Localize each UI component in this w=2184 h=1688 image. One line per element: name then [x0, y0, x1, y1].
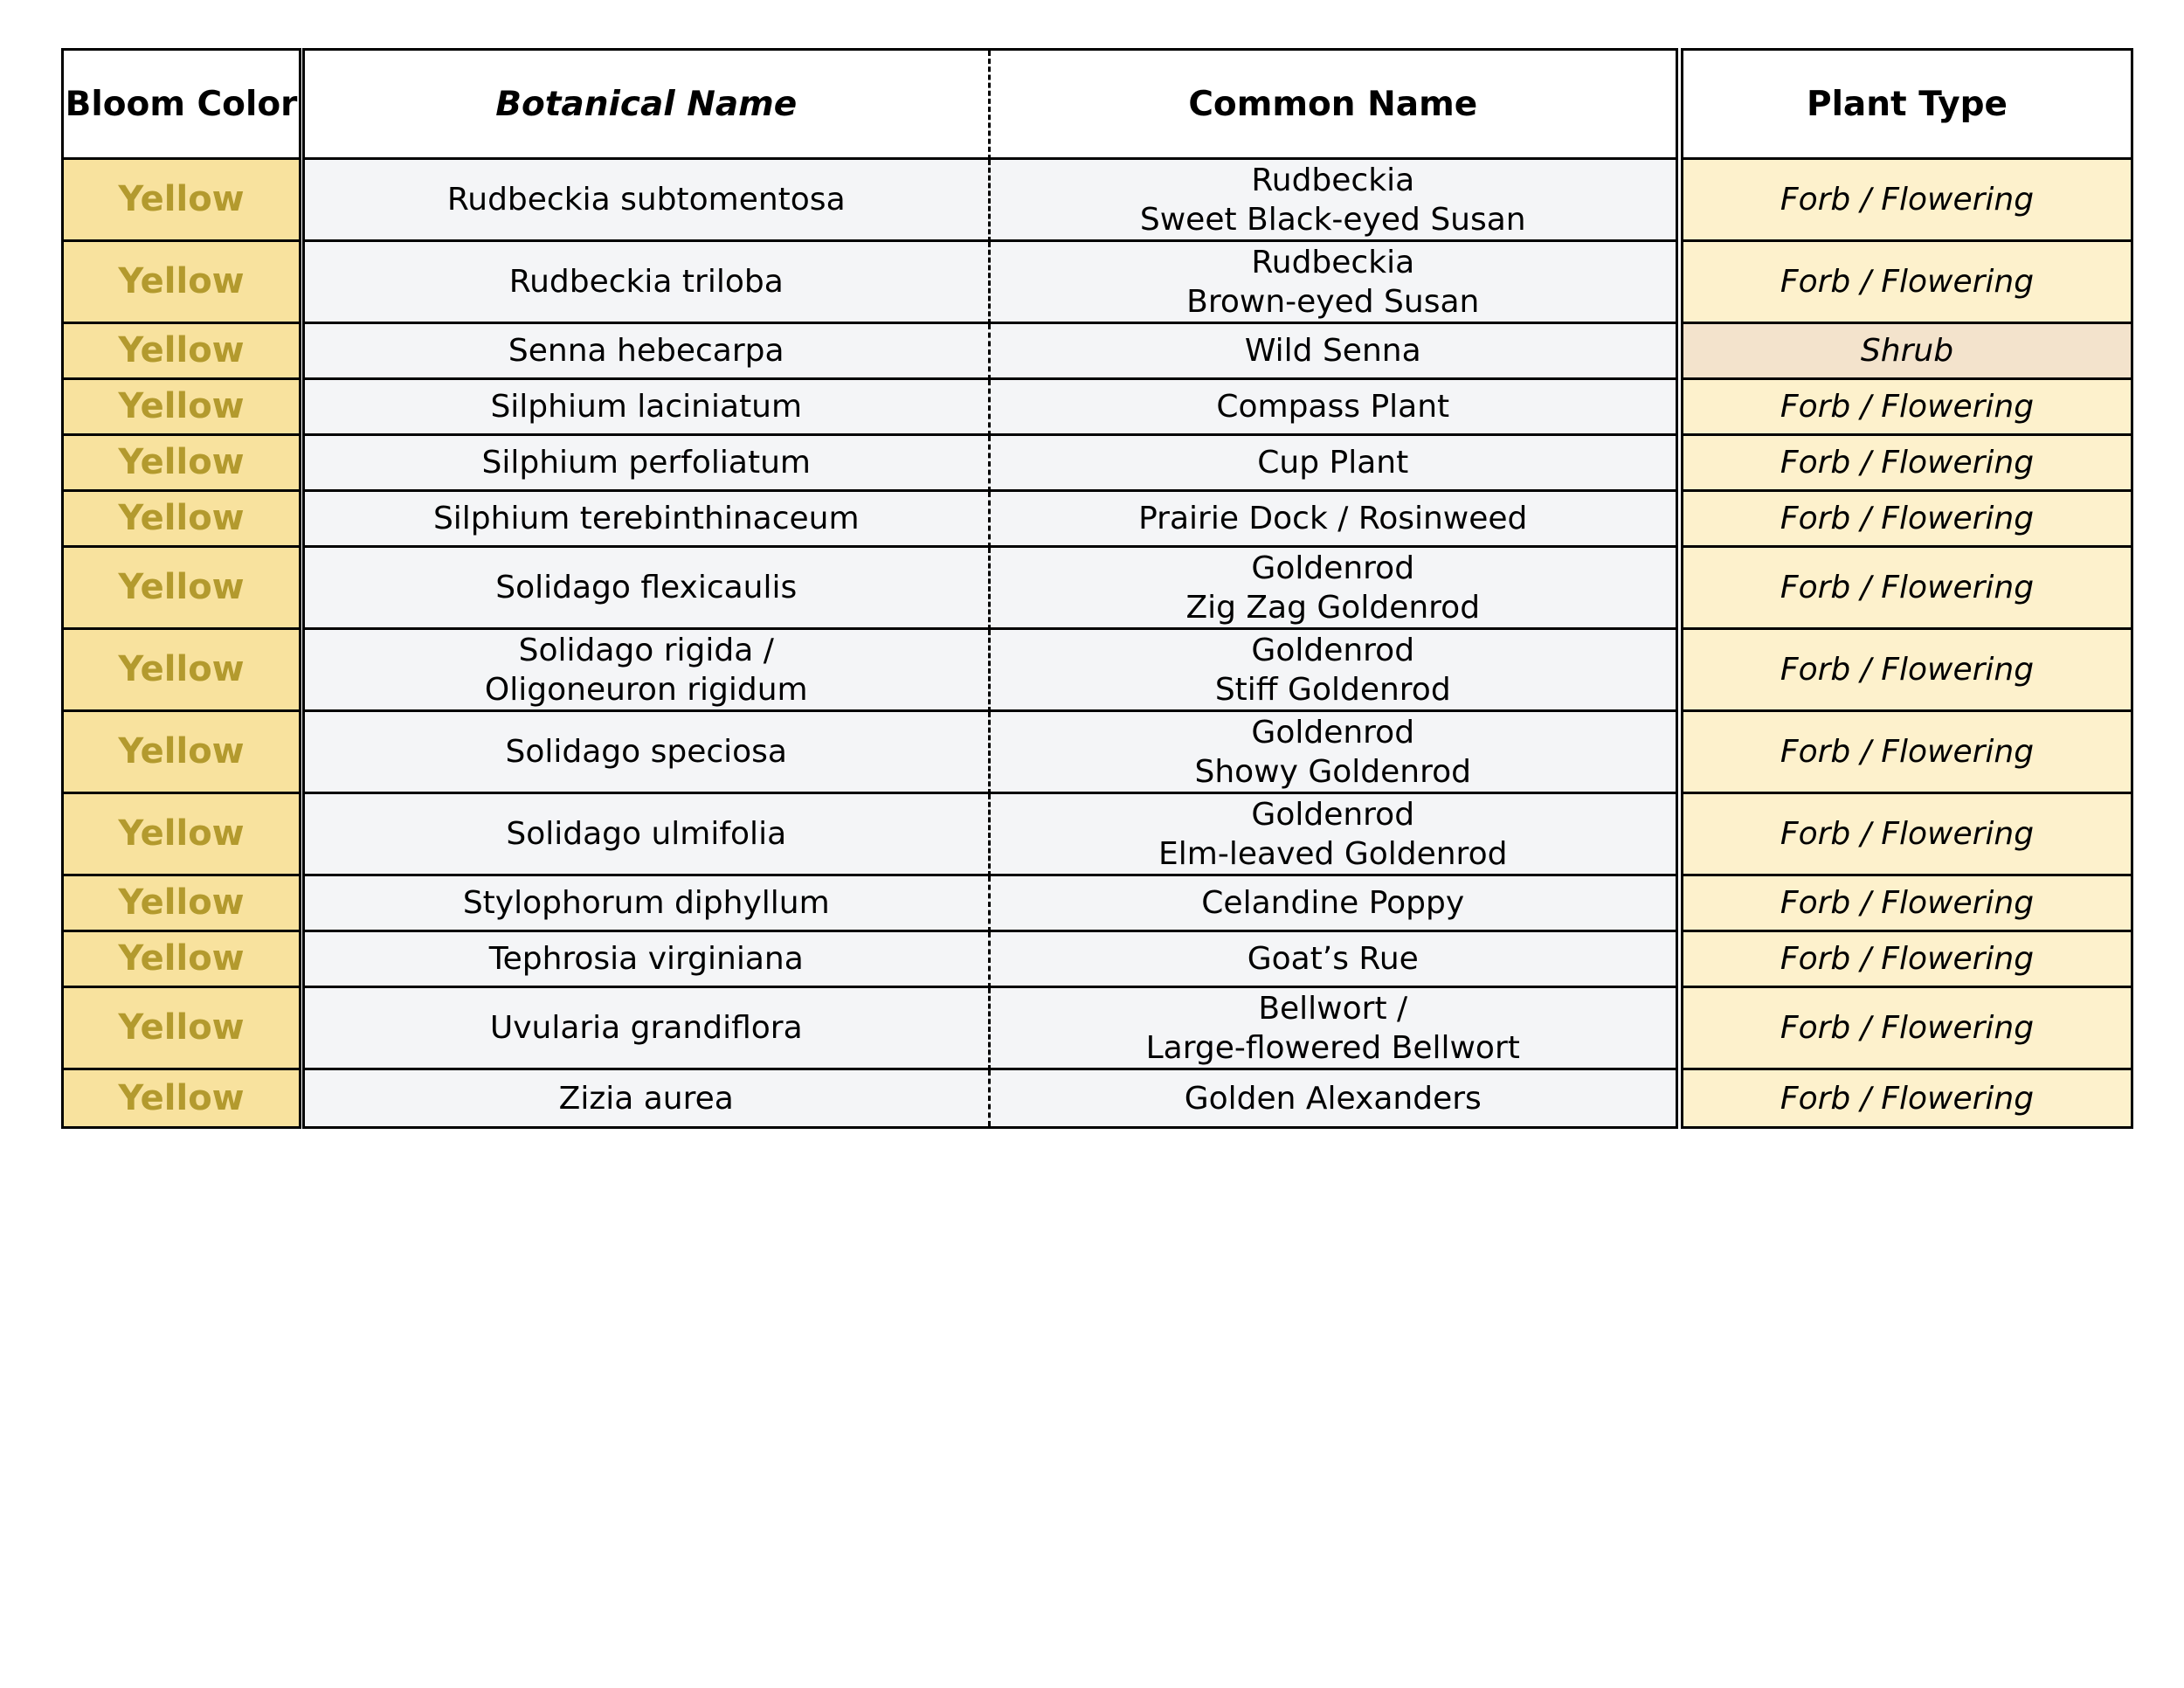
common-name-cell: Rudbeckia Brown-eyed Susan: [991, 242, 1676, 324]
plant-type-cell: Shrub: [1683, 324, 2131, 380]
botanical-name-cell: Silphium laciniatum: [305, 380, 991, 436]
botanical-name-header: Botanical Name: [305, 51, 991, 160]
plant-type-cell: Forb / Flowering: [1683, 380, 2131, 436]
common-name-cell: Compass Plant: [991, 380, 1676, 436]
names-columns: [302, 48, 1678, 1129]
botanical-name-cell: Senna hebecarpa: [305, 324, 991, 380]
plant-type-cell: Forb / Flowering: [1683, 712, 2131, 794]
common-name-cell: Cup Plant: [991, 436, 1676, 492]
names-header-row: [305, 51, 1676, 160]
botanical-name-cell: Uvularia grandiflora: [305, 988, 991, 1070]
plant-type-cell: Forb / Flowering: [1683, 794, 2131, 876]
plant-type-cell: Forb / Flowering: [1683, 548, 2131, 630]
common-name-cell: Goat’s Rue: [991, 932, 1676, 988]
bloom-color-cell: Yellow: [64, 436, 299, 492]
plant-type-header: Plant Type: [1683, 51, 2131, 160]
bloom-color-cell: Yellow: [64, 1070, 299, 1126]
common-name-cell: Wild Senna: [991, 324, 1676, 380]
plant-type-cell: Forb / Flowering: [1683, 932, 2131, 988]
botanical-name-cell: Rudbeckia triloba: [305, 242, 991, 324]
botanical-name-cell: Tephrosia virginiana: [305, 932, 991, 988]
plant-type-cell: Forb / Flowering: [1683, 988, 2131, 1070]
common-name-cell: Rudbeckia Sweet Black-eyed Susan: [991, 160, 1676, 242]
common-name-cell: Goldenrod Showy Goldenrod: [991, 712, 1676, 794]
bloom-color-cell: Yellow: [64, 160, 299, 242]
plant-type-cell: Forb / Flowering: [1683, 242, 2131, 324]
bloom-color-cell: Yellow: [64, 548, 299, 630]
botanical-name-cell: Stylophorum diphyllum: [305, 876, 991, 932]
botanical-name-cell: Rudbeckia subtomentosa: [305, 160, 991, 242]
botanical-name-cell: Solidago speciosa: [305, 712, 991, 794]
bloom-color-body: [64, 160, 299, 1126]
common-name-cell: Bellwort / Large-flowered Bellwort: [991, 988, 1676, 1070]
bloom-color-cell: Yellow: [64, 712, 299, 794]
botanical-name-cell: Zizia aurea: [305, 1070, 991, 1126]
common-name-header: Common Name: [991, 51, 1676, 160]
bloom-color-cell: Yellow: [64, 492, 299, 548]
bloom-color-cell: Yellow: [64, 932, 299, 988]
botanical-name-cell: Silphium perfoliatum: [305, 436, 991, 492]
plant-type-cell: Forb / Flowering: [1683, 436, 2131, 492]
common-name-cell: Goldenrod Zig Zag Goldenrod: [991, 548, 1676, 630]
plant-type-column: [1681, 48, 2133, 1129]
botanical-name-cell: Solidago rigida / Oligoneuron rigidum: [305, 630, 991, 712]
bloom-color-cell: Yellow: [64, 794, 299, 876]
bloom-color-cell: Yellow: [64, 380, 299, 436]
botanical-name-cell: Solidago flexicaulis: [305, 548, 991, 630]
common-name-cell: Golden Alexanders: [1184, 1080, 1482, 1117]
plant-type-cell: Forb / Flowering: [1683, 1070, 2131, 1126]
bloom-color-cell: Yellow: [64, 876, 299, 932]
plant-type-cell: Forb / Flowering: [1683, 876, 2131, 932]
plant-type-cell: Forb / Flowering: [1683, 160, 2131, 242]
plant-type-body: [1683, 160, 2131, 1126]
plant-type-cell: Forb / Flowering: [1683, 630, 2131, 712]
bloom-color-header: Bloom Color: [64, 51, 299, 160]
bloom-color-cell: Yellow: [64, 988, 299, 1070]
common-name-cell: Celandine Poppy: [991, 876, 1676, 932]
botanical-name-cell: Solidago ulmifolia: [305, 794, 991, 876]
bloom-color-column: [61, 48, 301, 1129]
bloom-color-cell: Yellow: [64, 324, 299, 380]
common-name-cell: Prairie Dock / Rosinweed: [991, 492, 1676, 548]
common-name-cell: Goldenrod Stiff Goldenrod: [991, 630, 1676, 712]
bloom-color-cell: Yellow: [64, 242, 299, 324]
names-body: [305, 160, 1676, 1126]
plant-type-cell: Forb / Flowering: [1683, 492, 2131, 548]
bloom-color-cell: Yellow: [64, 630, 299, 712]
botanical-name-cell: Silphium terebinthinaceum: [305, 492, 991, 548]
common-name-cell: Goldenrod Elm-leaved Goldenrod: [991, 794, 1676, 876]
